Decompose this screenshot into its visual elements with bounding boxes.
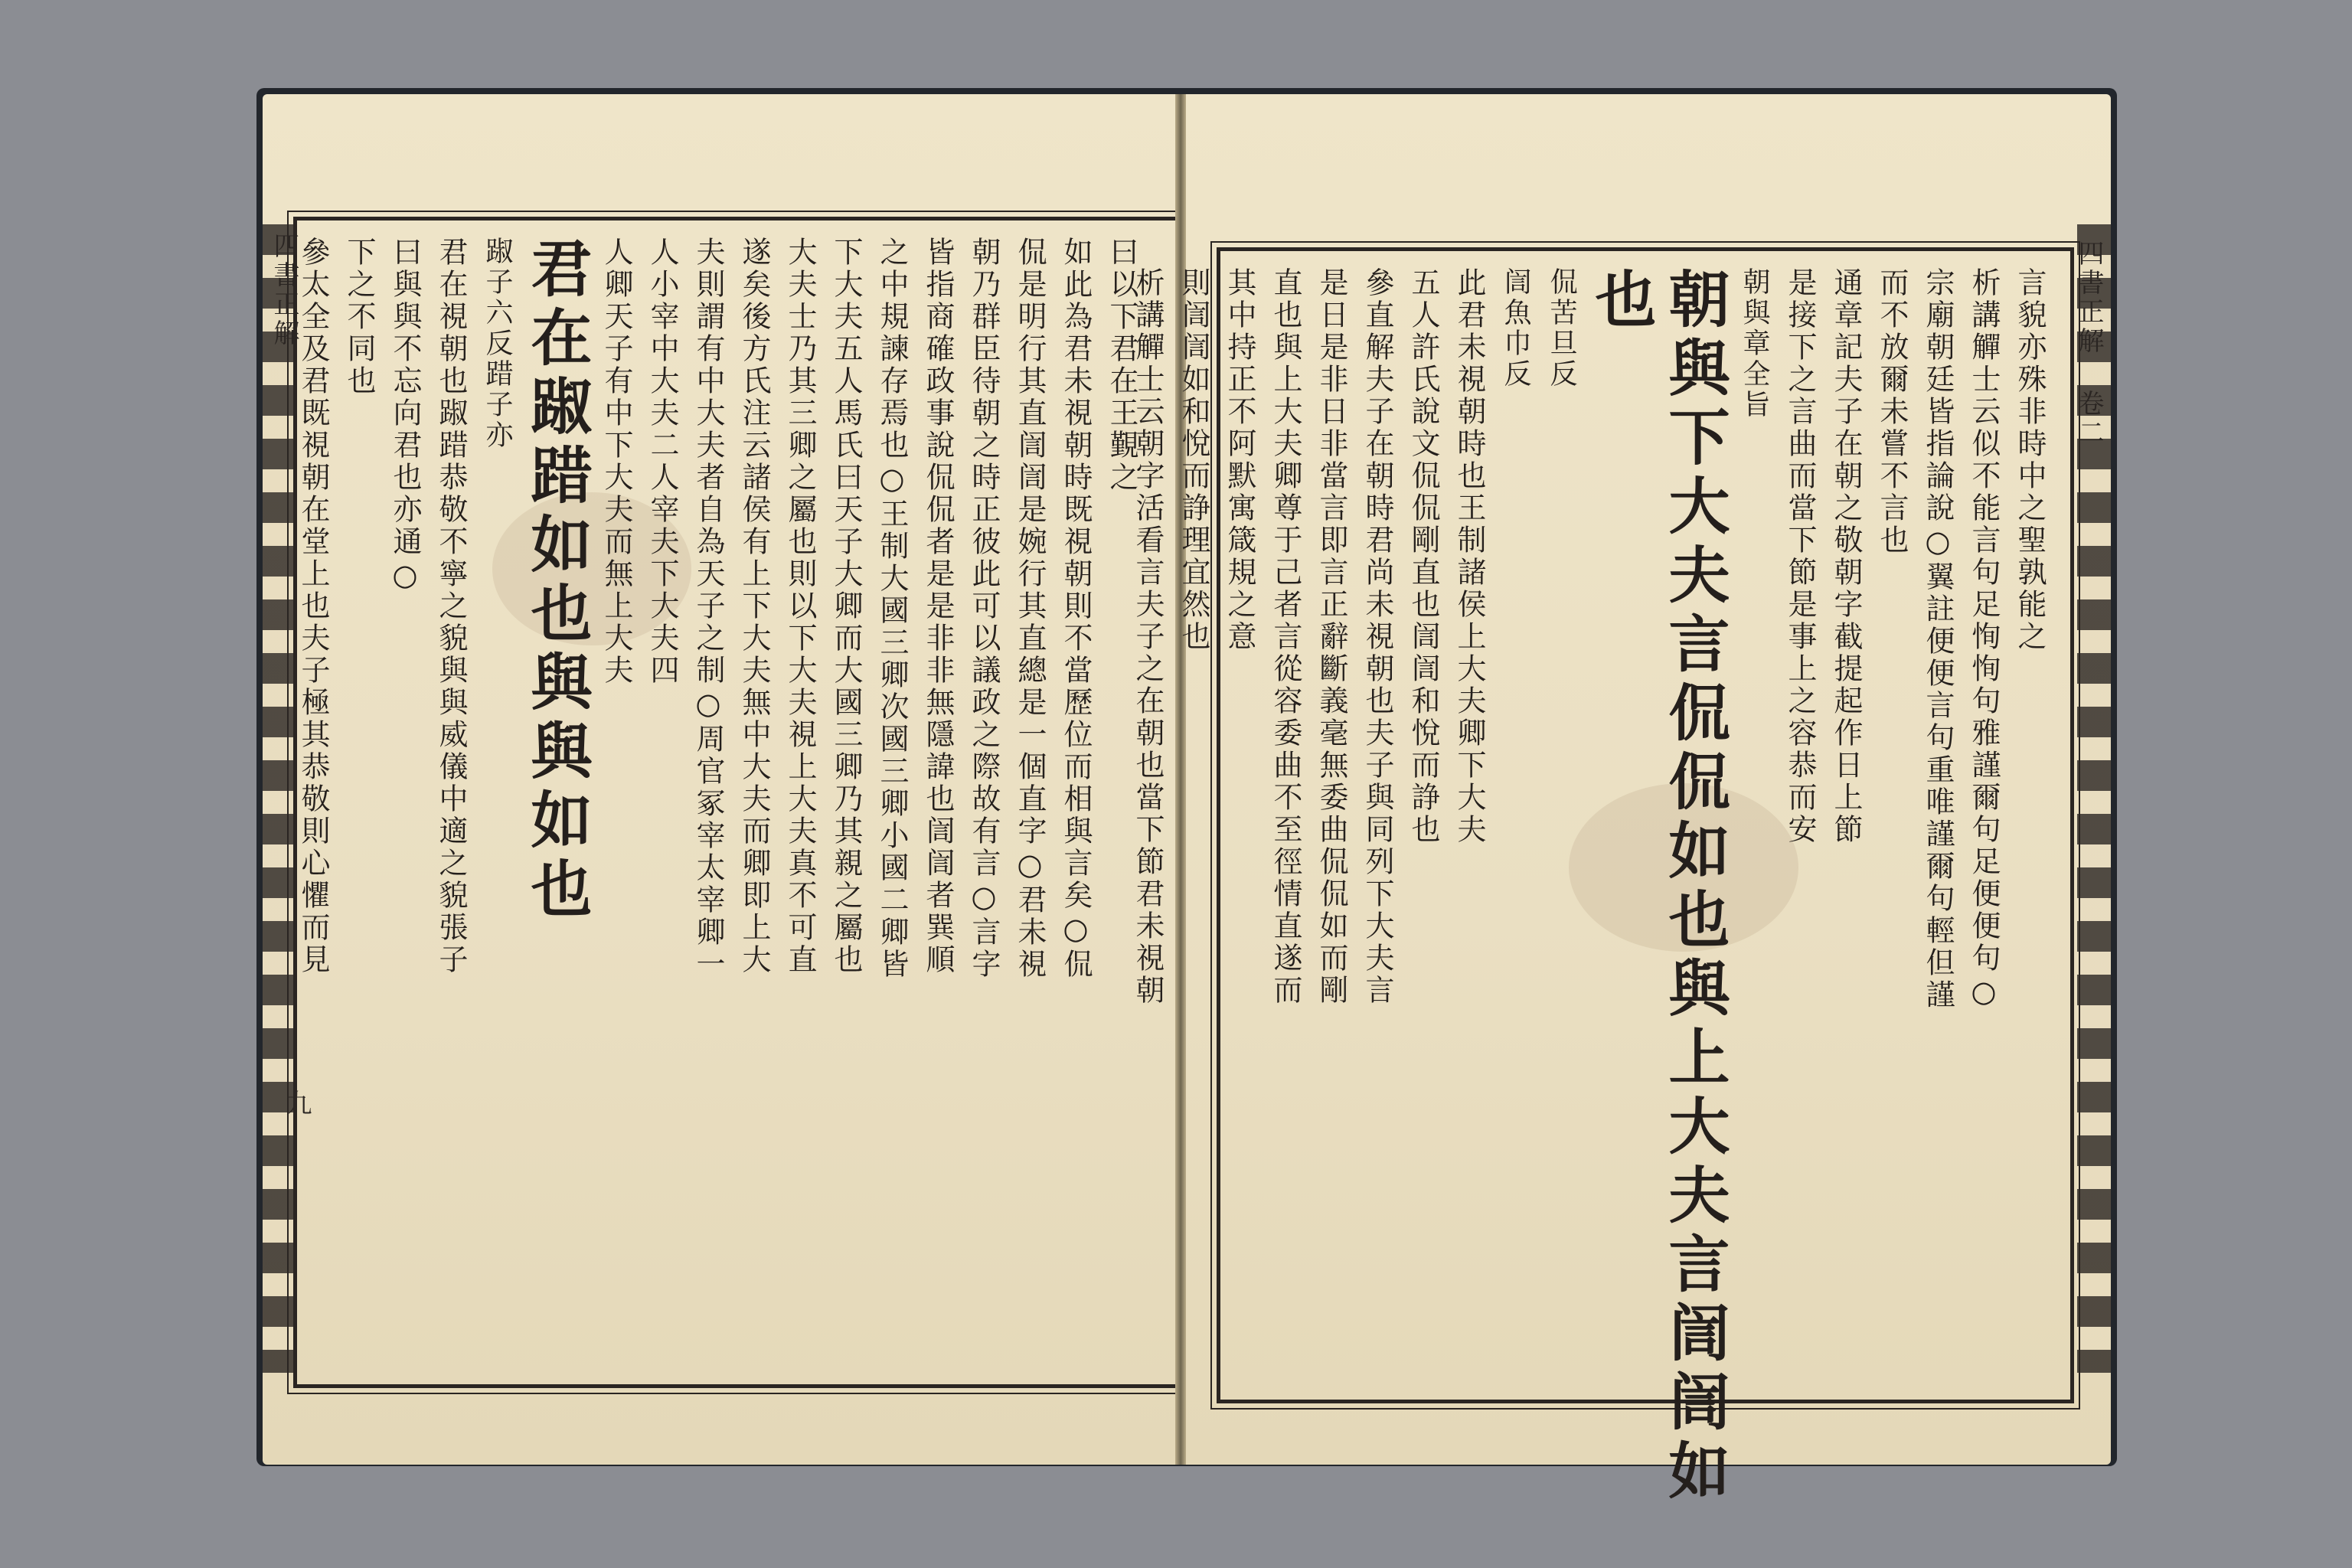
text-column: 如此為君未視朝時既視朝則不當歷位而相與言矣○侃 <box>1059 237 1093 981</box>
pronunciation-note: 踧子六反踖子亦 <box>482 237 513 451</box>
right-page <box>1131 94 2111 1508</box>
left-margin-title: 四書正解 <box>269 232 299 348</box>
pronunciation-note: 侃苦旦反 <box>1546 267 1577 390</box>
text-column: 直也與上大夫卿尊于己者言從容委曲不至徑情直遂而 <box>1269 267 1302 1007</box>
text-column: 則訚訚如和悅而諍理宜然也 <box>1177 267 1210 653</box>
text-column: 遂矣後方氏注云諸侯有上下大夫無中大夫而卿即上大 <box>737 237 771 976</box>
text-column: 大夫士乃其三卿之屬也則以下大夫視上大夫真不可直 <box>783 237 817 976</box>
left-text-columns <box>296 224 1151 1373</box>
text-column: 是接下之言曲而當下節是事上之容恭而安 <box>1783 267 1817 846</box>
text-column: 皆指商確政事說侃侃者是是非非無隱諱也訚訚者巽順 <box>921 237 955 976</box>
text-column: 下之不同也 <box>342 237 376 397</box>
text-column: 是日是非日非當言即言正辭斷義毫無委曲侃侃如而剛 <box>1315 267 1348 1007</box>
open-book <box>256 88 2117 1508</box>
text-column: 此君未視朝時也王制諸侯上大夫卿下大夫 <box>1452 267 1486 846</box>
text-column: 夫則謂有中大夫者自為天子之制○周官冢宰太宰卿一 <box>691 237 725 981</box>
text-column: 參直解夫子在朝時君尚未視朝也夫子與同列下大夫言 <box>1361 267 1394 1007</box>
chapter-label: 朝與章全旨 <box>1739 267 1770 420</box>
text-column: 言貌亦殊非時中之聖孰能之 <box>2013 267 2047 653</box>
text-column: 其中持正不阿默寓箴規之意 <box>1223 267 1256 653</box>
text-column: 宗廟朝廷皆指論說○翼註便便言句重唯謹爾句輕但謹 <box>1921 267 1955 1011</box>
text-column: 朝乃群臣待朝之時正彼此可以議政之際故有言○言字 <box>967 237 1001 981</box>
text-column: 人卿天子有中下大夫而無上大夫 <box>599 237 633 687</box>
text-column: 析講觶士云似不能言句足恂恂句雅謹爾句足便便句○ <box>1967 267 2001 1011</box>
text-column: 之中規諫存焉也○王制大國三卿次國三卿小國二卿皆 <box>875 237 909 981</box>
section-heading-continued: 也 <box>1585 267 1657 336</box>
text-column: 君在視朝也踧踖恭敬不寧之貌與與威儀中適之貌張子 <box>434 237 468 976</box>
right-text-columns <box>1131 255 2059 1508</box>
text-column: 曰與與不忘向君也亦通○ <box>388 237 422 595</box>
text-column: 而不放爾未嘗不言也 <box>1875 267 1909 557</box>
leaf-number: 九 <box>281 1089 312 1116</box>
text-column: 參太全及君既視朝在堂上也夫子極其恭敬則心懼而見 <box>296 237 330 976</box>
pronunciation-note: 訚魚巾反 <box>1500 267 1531 390</box>
right-margin-title: 四書正解 卷二 <box>2073 240 2104 448</box>
left-page <box>263 94 1175 1465</box>
section-heading: 朝與下大夫言侃侃如也與上大夫言訚訚如 <box>1658 267 1730 1508</box>
text-column: 析講觶士云朝字活看言夫子之在朝也當下節君未視朝 <box>1131 267 1165 1007</box>
text-column: 人小宰中大夫二人宰夫下大夫四 <box>645 237 679 687</box>
text-column: 侃是明行其直訚訚是婉行其直總是一個直字○君未視 <box>1013 237 1047 981</box>
section-heading: 君在踧踖如也與與如也 <box>521 237 593 926</box>
text-column: 曰以下君在王覲之 <box>1105 237 1138 494</box>
text-column: 五人許氏說文侃侃剛直也訚訚和悅而諍也 <box>1406 267 1440 846</box>
text-column: 通章記夫子在朝之敬朝字截提起作日上節 <box>1829 267 1863 846</box>
text-column: 下大夫五人馬氏曰天子大卿而大國三卿乃其親之屬也 <box>829 237 863 976</box>
